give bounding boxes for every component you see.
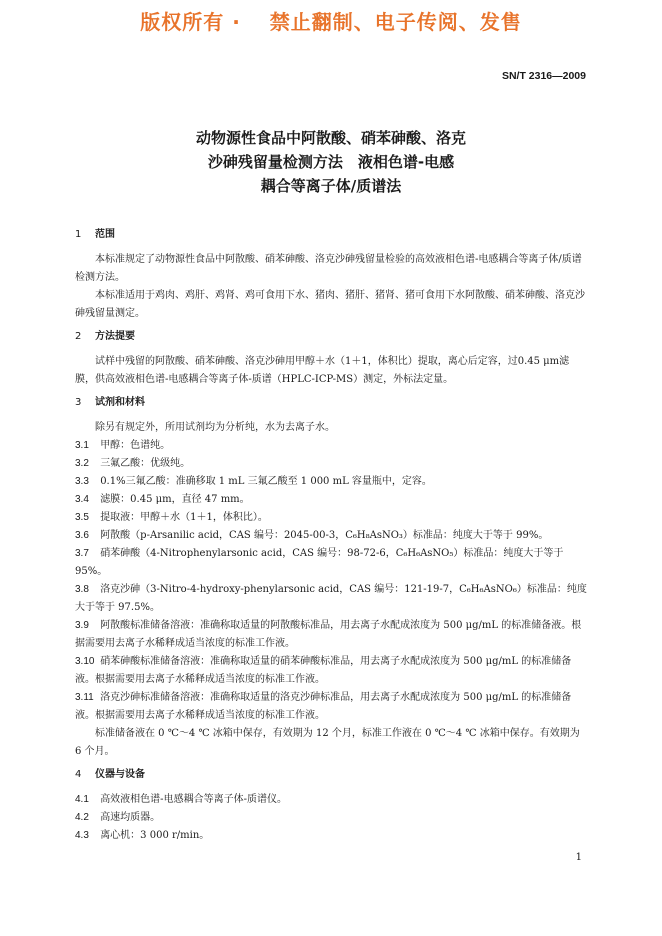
list-item: 4.3 离心机：3 000 r/min。 <box>75 830 210 841</box>
title-line-3: 耦合等离子体/质谱法 <box>260 177 402 195</box>
list-item: 3.3 0.1%三氟乙酸：准确移取 1 mL 三氟乙酸至 1 000 mL 容量瓶中，定容。 <box>75 476 432 487</box>
list-item: 3.5 提取液：甲醇＋水（1＋1，体积比）。 <box>75 512 268 523</box>
list-item: 3.1 甲醇：色谱纯。 <box>75 440 171 451</box>
title-line-1: 动物源性食品中阿散酸、硝苯砷酸、洛克 <box>195 129 466 147</box>
paragraph: 标准储备液在 0 ℃～4 ℃ 冰箱中保存，有效期为 12 个月，标准工作液在 0 ℃～4 ℃ 冰箱中保存。有效期为 6 个月。 <box>75 728 580 757</box>
section-heading-scope: 1 范围 <box>75 229 115 240</box>
list-item: 3.11 洛克沙砷标准储备溶液：准确称取适量的洛克沙砷标准品，用去离子水配成浓度为 500 μg/mL 的标准储备液。根据需要用去离子水稀释成适当浓度的标准工作液。 <box>75 692 572 721</box>
paragraph: 除另有规定外，所用试剂均为分析纯，水为去离子水。 <box>95 422 335 433</box>
paragraph: 本标准规定了动物源性食品中阿散酸、硝苯砷酸、洛克沙砷残留量检验的高效液相色谱-电感耦合等离子体/质谱检测方法。 <box>75 254 582 283</box>
list-item: 3.7 硝苯砷酸（4-Nitrophenylarsonic acid，CAS 编号：98-72-6，C₆H₆AsNO₅）标准品：纯度大于等于 95%。 <box>75 548 564 577</box>
title-line-2: 沙砷残留量检测方法 液相色谱-电感 <box>207 153 455 171</box>
standard-code: SN/T 2316—2009 <box>501 70 586 82</box>
list-item: 4.1 高效液相色谱-电感耦合等离子体-质谱仪。 <box>75 794 287 805</box>
document-title <box>0 126 662 198</box>
list-item: 3.2 三氟乙酸：优级纯。 <box>75 458 191 469</box>
list-item: 4.2 高速均质器。 <box>75 812 161 823</box>
list-item: 3.10 硝苯砷酸标准储备溶液：准确称取适量的硝苯砷酸标准品，用去离子水配成浓度为 500 μg/mL 的标准储备液。根据需要用去离子水稀释成适当浓度的标准工作液。 <box>75 656 572 685</box>
section-heading-method: 2 方法提要 <box>75 331 135 342</box>
list-item: 3.6 阿散酸（p-Arsanilic acid，CAS 编号：2045-00-3，C₆H₈AsNO₃）标准品：纯度大于等于 99%。 <box>75 530 549 541</box>
paragraph: 本标准适用于鸡肉、鸡肝、鸡肾、鸡可食用下水、猪肉、猪肝、猪肾、猪可食用下水阿散酸、硝苯砷酸、洛克沙砷残留量测定。 <box>75 290 585 319</box>
copyright-watermark: 版权所有 · 禁止翻制、电子传阅、发售 <box>140 10 522 34</box>
list-item: 3.9 阿散酸标准储备溶液：准确称取适量的阿散酸标准品，用去离子水配成浓度为 500 μg/mL 的标准储备液。根据需要用去离子水稀释成适当浓度的标准工作液。 <box>75 620 582 649</box>
list-item: 3.4 滤膜：0.45 μm，直径 47 mm。 <box>75 494 250 505</box>
section-heading-reagents: 3 试剂和材料 <box>75 397 145 408</box>
paragraph: 试样中残留的阿散酸、硝苯砷酸、洛克沙砷用甲醇＋水（1＋1，体积比）提取，离心后定容，过0.45 μm滤膜，供高效液相色谱-电感耦合等离子体-质谱（HPLC-ICP-MS）测定，外标法定量。 <box>75 356 570 385</box>
document-body <box>75 226 589 845</box>
section-heading-instruments: 4 仪器与设备 <box>75 769 145 780</box>
page-number: 1 <box>575 852 582 863</box>
list-item: 3.8 洛克沙砷（3-Nitro-4-hydroxy-phenylarsonic acid，CAS 编号：121-19-7，C₆H₆AsNO₆）标准品：纯度大于等于 97.5%。 <box>75 584 587 613</box>
